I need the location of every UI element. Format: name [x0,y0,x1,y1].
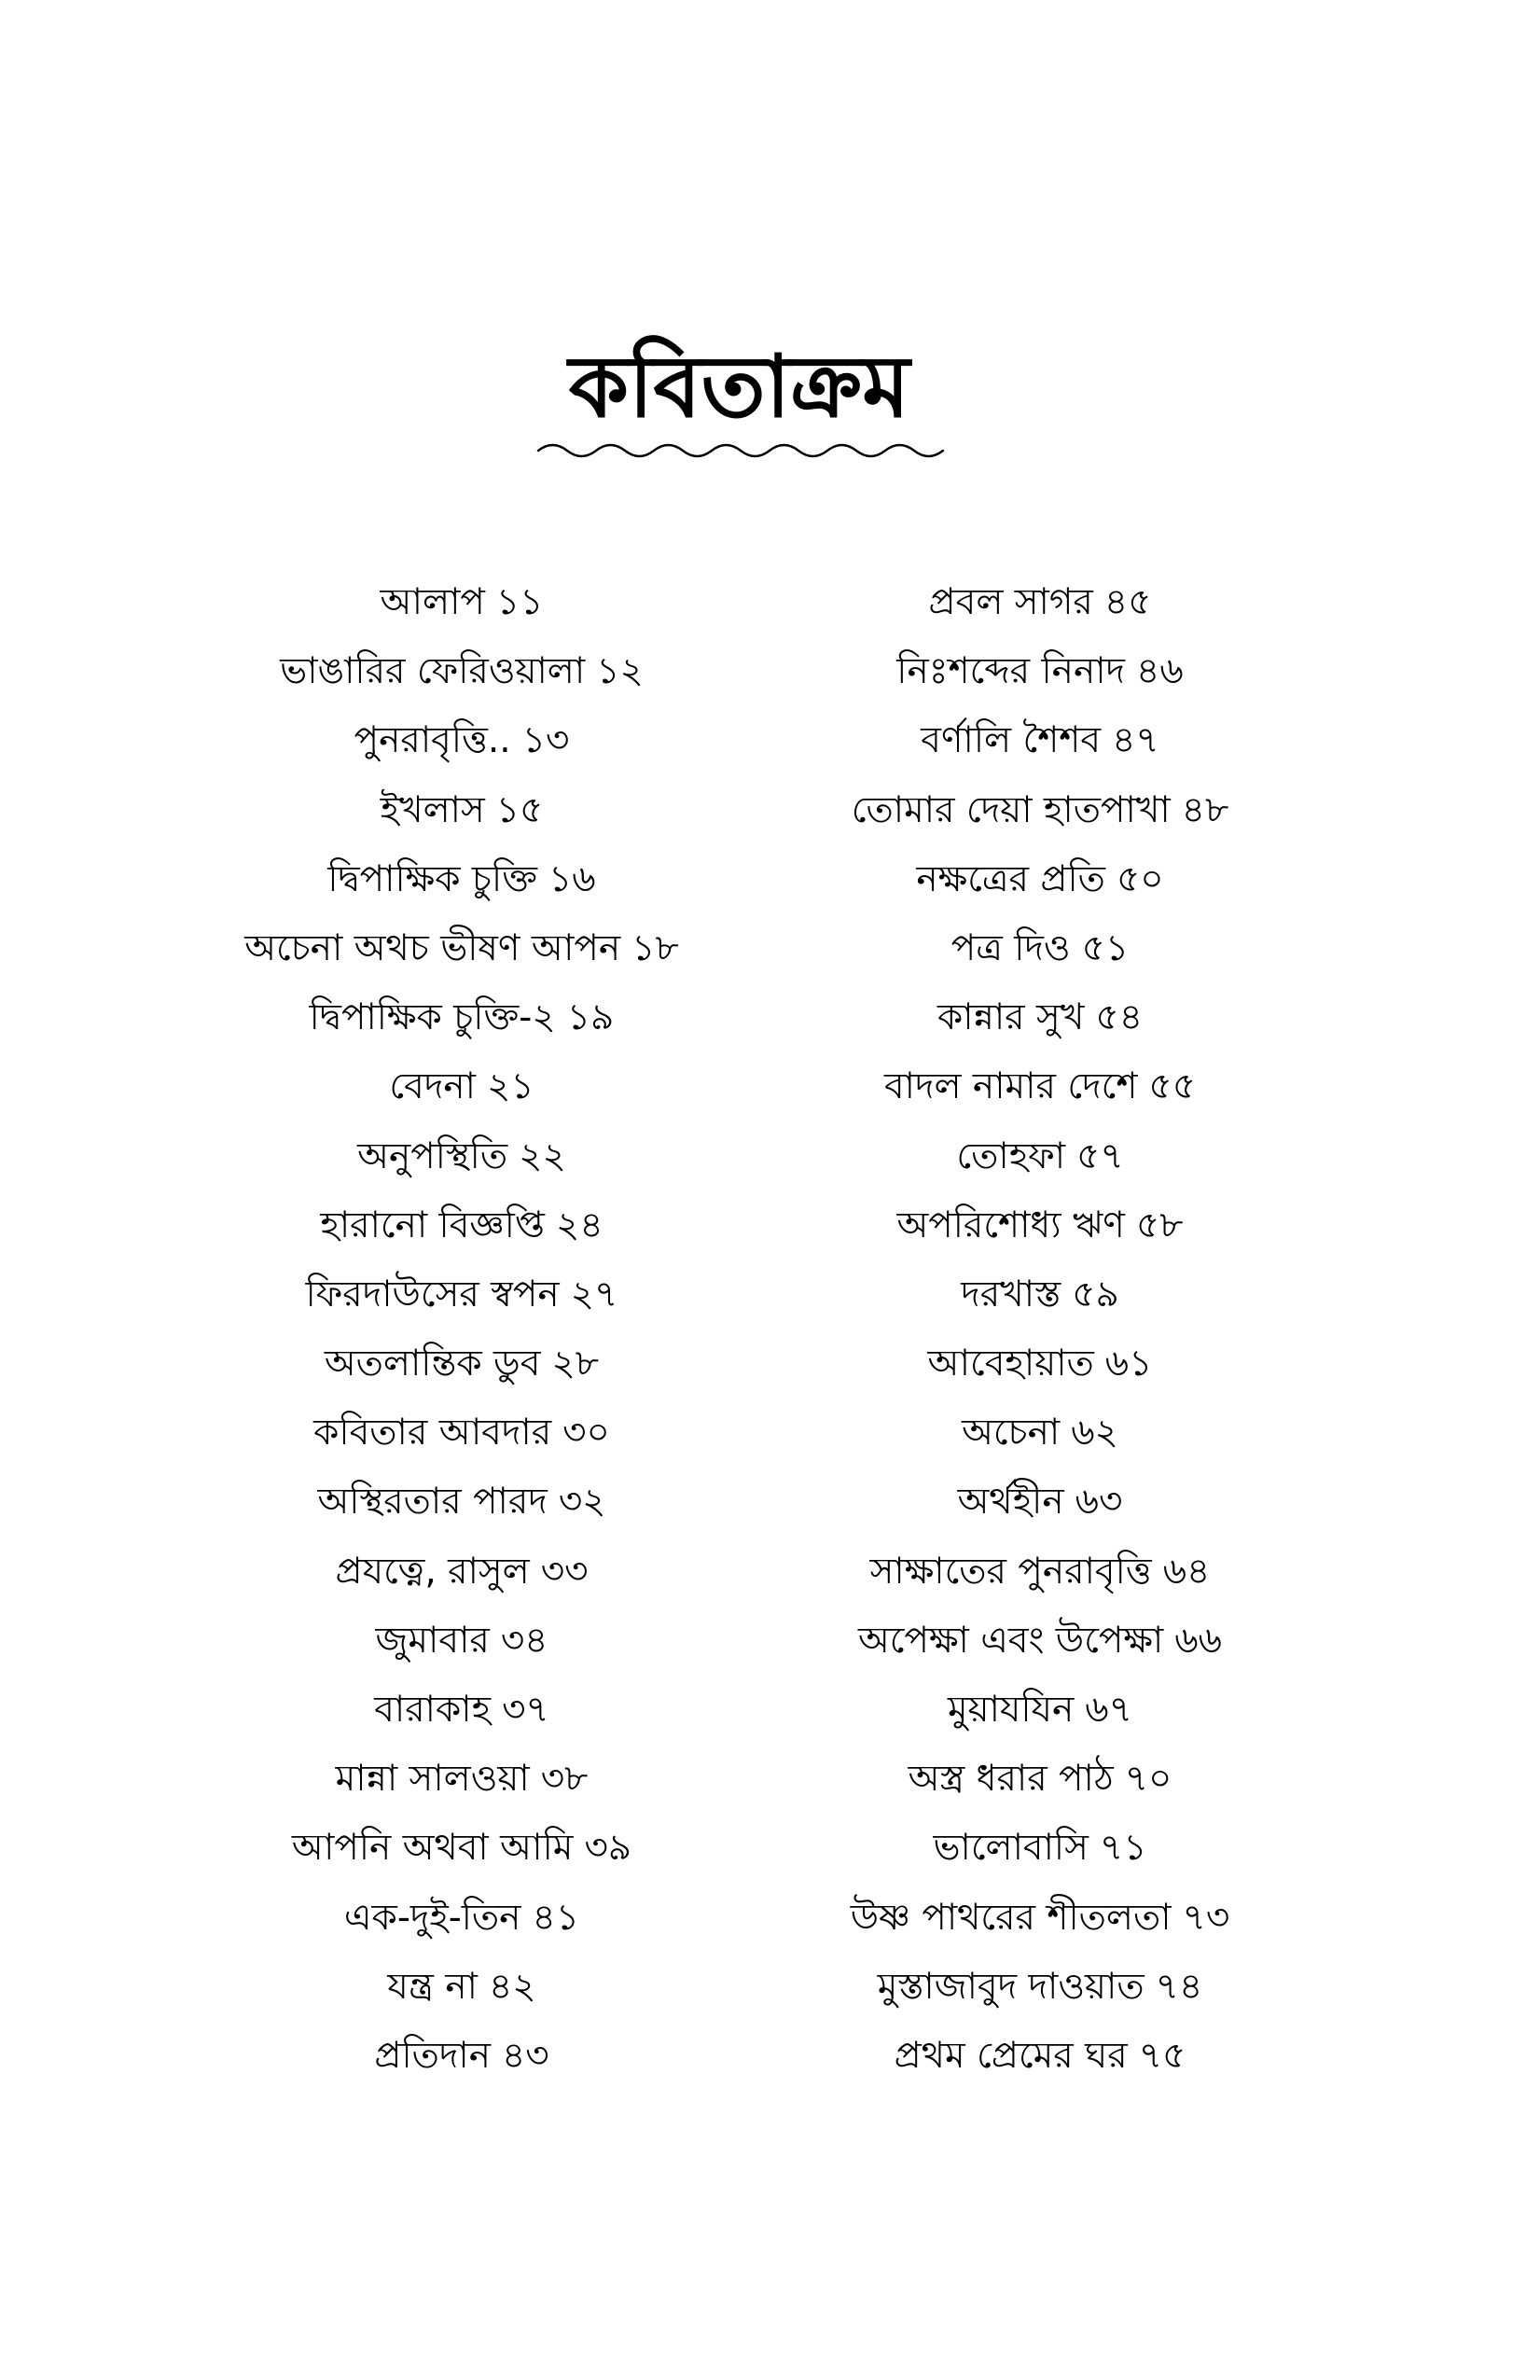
toc-entry-title: বারাকাহ [374,1689,492,1731]
toc-entry-page-number: ২৮ [551,1343,600,1385]
toc-entry-title: তোমার দেয়া হাতপাখা [851,788,1171,831]
toc-entry [746,1681,1334,1750]
toc-entry-title: অস্ত্র ধরার পাঠ [908,1758,1114,1801]
toc-entry-page-number: ৪১ [532,1896,580,1939]
toc-entry [746,2027,1334,2096]
toc-entry-page-number: ৩৪ [500,1619,548,1662]
toc-entry-title: ভালোবাসি [933,1827,1089,1870]
toc-entry-title: যন্ত্র না [387,1965,478,2008]
toc-entry [168,1404,756,1473]
toc-entry-title: জুমাবার [375,1619,490,1662]
toc-entry-title: তোহফা [956,1134,1066,1177]
toc-entry [168,1058,756,1127]
toc-entry [746,1058,1334,1127]
toc-entry-page-number: ৬৭ [1085,1689,1133,1731]
toc-entry [168,851,756,920]
toc-entry-title: বাদল নামার দেশে [883,1065,1138,1108]
toc-entry-title: অচেনা [962,1412,1061,1454]
toc-entry-page-number: ৫৮ [1135,1204,1184,1246]
toc-entry-page-number: ১৫ [495,788,544,831]
toc-entry-page-number: ৭৩ [1182,1896,1230,1939]
toc-entry [746,1266,1334,1335]
toc-entry [746,1197,1334,1266]
toc-entry-title: আবেহায়াত [927,1343,1094,1385]
toc-entry-title: মুস্তাজাবুদ দাওয়াত [877,1965,1145,2008]
toc-entry [746,1819,1334,1888]
toc-entry-page-number: ২৭ [570,1273,618,1315]
toc-entry-page-number: ২১ [486,1065,534,1108]
toc-entry [168,1889,756,1958]
toc-entry-page-number: ৭৪ [1155,1965,1203,2008]
toc-entry-page-number: ৩৯ [584,1827,632,1870]
toc-entry [746,1543,1334,1612]
toc-entry-title: দরখাস্ত [961,1273,1061,1315]
toc-entry-page-number: ১৯ [566,996,615,1039]
toc-entry-page-number: ৬৪ [1162,1550,1211,1593]
toc-entry-page-number: ৪৭ [1112,719,1159,762]
toc-entry-title: সাক্ষাতের পুনরাবৃত্তি [869,1550,1152,1593]
toc-entry-page-number: ৫৭ [1076,1134,1124,1177]
toc-entry [168,1266,756,1335]
toc-entry [746,1473,1334,1542]
toc-entry [746,1128,1334,1197]
toc-entry [168,574,756,643]
toc-entry-title: ফিরদাউসের স্বপন [305,1273,560,1315]
toc-entry-page-number: ৪৫ [1103,581,1152,623]
toc-entry-page-number: ৪৬ [1136,650,1184,693]
toc-entry-page-number: ২২ [519,1134,566,1177]
toc-entry [168,1819,756,1888]
toc-entry-title: দ্বিপাক্ষিক চুক্তি-২ [309,996,556,1039]
toc-entry [746,1335,1334,1404]
toc-entry [746,782,1334,851]
toc-entry-title: অনুপস্থিতি [357,1134,508,1177]
toc-entry-page-number: ৭৫ [1138,2034,1186,2077]
toc-entry-page-number: ৪৮ [1181,788,1229,831]
toc-entry [168,1612,756,1681]
toc-entry [168,1473,756,1542]
toc-entry [168,643,756,712]
toc-entry-title: কান্নার সুখ [936,996,1085,1039]
toc-entry-page-number: ৫৫ [1148,1065,1197,1108]
toc-entry [168,1335,756,1404]
toc-entry [746,851,1334,920]
toc-entry [746,1889,1334,1958]
toc-entry-title: এক-দুই-তিন [343,1896,521,1939]
toc-entry-page-number: ৩৭ [502,1689,549,1731]
toc-entry-page-number: ৫৯ [1072,1273,1119,1315]
contents-left-column [168,574,756,2096]
toc-entry-page-number: ৪২ [488,1965,536,2008]
toc-entry [168,920,756,989]
toc-entry-page-number: ৩৩ [540,1550,589,1593]
toc-entry [168,1681,756,1750]
toc-entry-title: নিঃশব্দের নিনাদ [896,650,1126,693]
toc-entry-title: আলাপ [380,581,485,623]
toc-entry-title: প্রযত্নে, রাসুল [335,1550,530,1593]
toc-entry [746,643,1334,712]
toc-entry-page-number: ২৪ [555,1204,604,1246]
toc-entry-title: অস্থিরতার পারদ [317,1481,548,1524]
toc-entry-page-number: ১১ [495,581,544,623]
toc-entry-page-number: ৫০ [1116,857,1164,900]
toc-entry [168,1543,756,1612]
toc-entry-page-number: ১৩ [521,719,570,762]
toc-entry-title: বেদনা [389,1065,476,1108]
toc-entry [168,2027,756,2096]
toc-entry-title: আপনি অথবা আমি [291,1827,574,1870]
toc-entry-page-number: ৬২ [1071,1412,1118,1454]
contents-right-column [746,574,1334,2096]
toc-entry [746,1404,1334,1473]
toc-entry [168,989,756,1058]
toc-entry-title: প্রথম প্রেমের ঘর [894,2034,1128,2077]
toc-entry-page-number: ১৮ [631,926,679,969]
toc-entry [168,782,756,851]
toc-entry-page-number: ১৬ [548,857,596,900]
wavy-line-ornament-icon [536,440,945,461]
toc-entry-title: দ্বিপাক্ষিক চুক্তি [327,857,537,900]
toc-entry-title: পত্র দিও [950,926,1071,969]
toc-entry-title: পুনরাবৃত্তি.. [354,719,511,762]
toc-entry [746,574,1334,643]
toc-entry-title: অপরিশোধ্য ঋণ [896,1204,1125,1246]
toc-entry [168,1128,756,1197]
toc-entry-page-number: ৭১ [1099,1827,1147,1870]
toc-entry-page-number: ৬৬ [1174,1619,1222,1662]
toc-entry [746,1612,1334,1681]
toc-entry [168,1958,756,2027]
toc-entry-title: অর্থহীন [957,1481,1064,1524]
toc-entry-title: মান্না সালওয়া [335,1758,530,1801]
toc-entry-page-number: ৪৩ [501,2034,549,2077]
toc-entry [168,1750,756,1819]
toc-entry-title: অপেক্ষা এবং উপেক্ষা [858,1619,1164,1662]
toc-entry-page-number: ৫১ [1081,926,1130,969]
toc-entry-title: নক্ষত্রের প্রতি [916,857,1105,900]
toc-entry-title: অচেনা অথচ ভীষণ আপন [244,926,621,969]
toc-entry-title: ভাঙারির ফেরিওয়ালা [280,650,586,693]
toc-entry [746,1750,1334,1819]
toc-entry-page-number: ৫৪ [1095,996,1144,1039]
toc-entry-page-number: ৬১ [1104,1343,1153,1385]
toc-entry [746,712,1334,781]
toc-entry-page-number: ৩০ [562,1412,610,1454]
toc-entry [168,712,756,781]
toc-entry-title: উষ্ণ পাথরের শীতলতা [850,1896,1172,1939]
toc-entry-page-number: ৬৩ [1075,1481,1123,1524]
toc-entry-title: অতলান্তিক ডুব [324,1343,541,1385]
toc-entry-page-number: ১২ [596,650,644,693]
page-title: কবিতাক্রম [568,337,910,437]
toc-entry [746,989,1334,1058]
toc-entry [746,1958,1334,2027]
toc-entry-page-number: ৩৮ [540,1758,589,1801]
toc-entry-page-number: ৭০ [1124,1758,1172,1801]
toc-entry-title: হারানো বিজ্ঞপ্তি [320,1204,545,1246]
toc-entry-title: প্রতিদান [374,2034,491,2077]
toc-entry-title: প্রবল সাগর [928,581,1093,623]
toc-entry-title: বর্ণালি শৈশব [921,719,1102,762]
toc-entry-title: মুয়াযযিন [947,1689,1075,1731]
toc-entry [746,920,1334,989]
toc-entry-page-number: ৩২ [558,1481,606,1524]
toc-entry-title: কবিতার আবদার [313,1412,552,1454]
toc-entry-title: ইখলাস [380,788,485,831]
toc-entry [168,1197,756,1266]
